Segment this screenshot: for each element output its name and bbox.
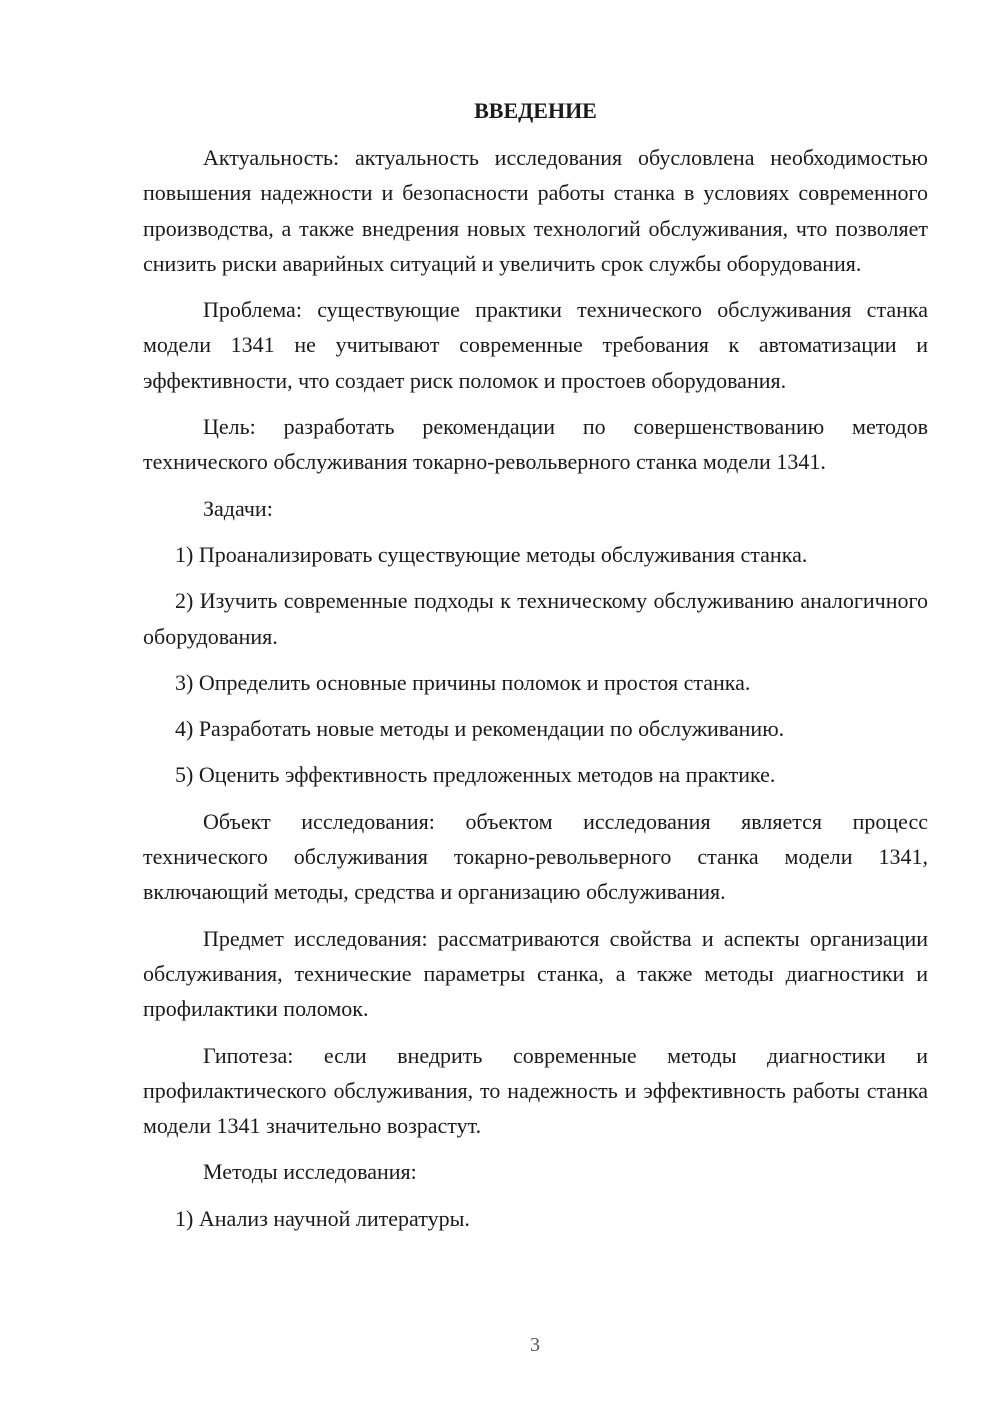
paragraph-subject: Предмет исследования: рассматриваются свойства и аспекты организации обслуживания, технические параметры станка, а также методы диагностики и профилактики поломок. bbox=[143, 925, 928, 1022]
page-title: ВВЕДЕНИЕ bbox=[474, 98, 597, 123]
task-item: 1) Проанализировать существующие методы обслуживания станка. bbox=[175, 541, 808, 567]
tasks-label: Задачи: bbox=[203, 495, 273, 521]
paragraph-problem: Проблема: существующие практики технического обслуживания станка модели 1341 не учитывают современные требования к автоматизации и эффективности, что создает риск поломок и простоев оборудования. bbox=[143, 297, 928, 393]
methods-label: Методы исследования: bbox=[203, 1159, 417, 1185]
task-item: 5) Оценить эффективность предложенных методов на практике. bbox=[175, 762, 776, 788]
task-item: 4) Разработать новые методы и рекомендации по обслуживанию. bbox=[175, 716, 785, 742]
page-number: 3 bbox=[530, 1334, 540, 1356]
document-body bbox=[143, 140, 928, 1247]
task-item: 2) Изучить современные подходы к техническому обслуживанию аналогичного оборудования. bbox=[143, 588, 928, 649]
method-item: 1) Анализ научной литературы. bbox=[175, 1205, 470, 1231]
paragraph-object: Объект исследования: объектом исследования является процесс технического обслуживания токарно-револьверного станка модели 1341, включающий методы, средства и организацию обслуживания. bbox=[143, 808, 928, 905]
paragraph-hypothesis: Гипотеза: если внедрить современные методы диагностики и профилактического обслуживания, то надежность и эффективность работы станка модели 1341 значительно возрастут. bbox=[143, 1042, 928, 1139]
paragraph-goal: Цель: разработать рекомендации по совершенствованию методов технического обслуживания токарно-револьверного станка модели 1341. bbox=[143, 414, 928, 475]
task-item: 3) Определить основные причины поломок и простоя станка. bbox=[175, 669, 751, 695]
paragraph-relevance: Актуальность: актуальность исследования обусловлена необходимостью повышения надежности и безопасности работы станка в условиях современного производства, а также внедрения новых технологий обслуживания, что позволяет снизить риски аварийных ситуаций и увеличить срок службы оборудования. bbox=[143, 145, 928, 276]
